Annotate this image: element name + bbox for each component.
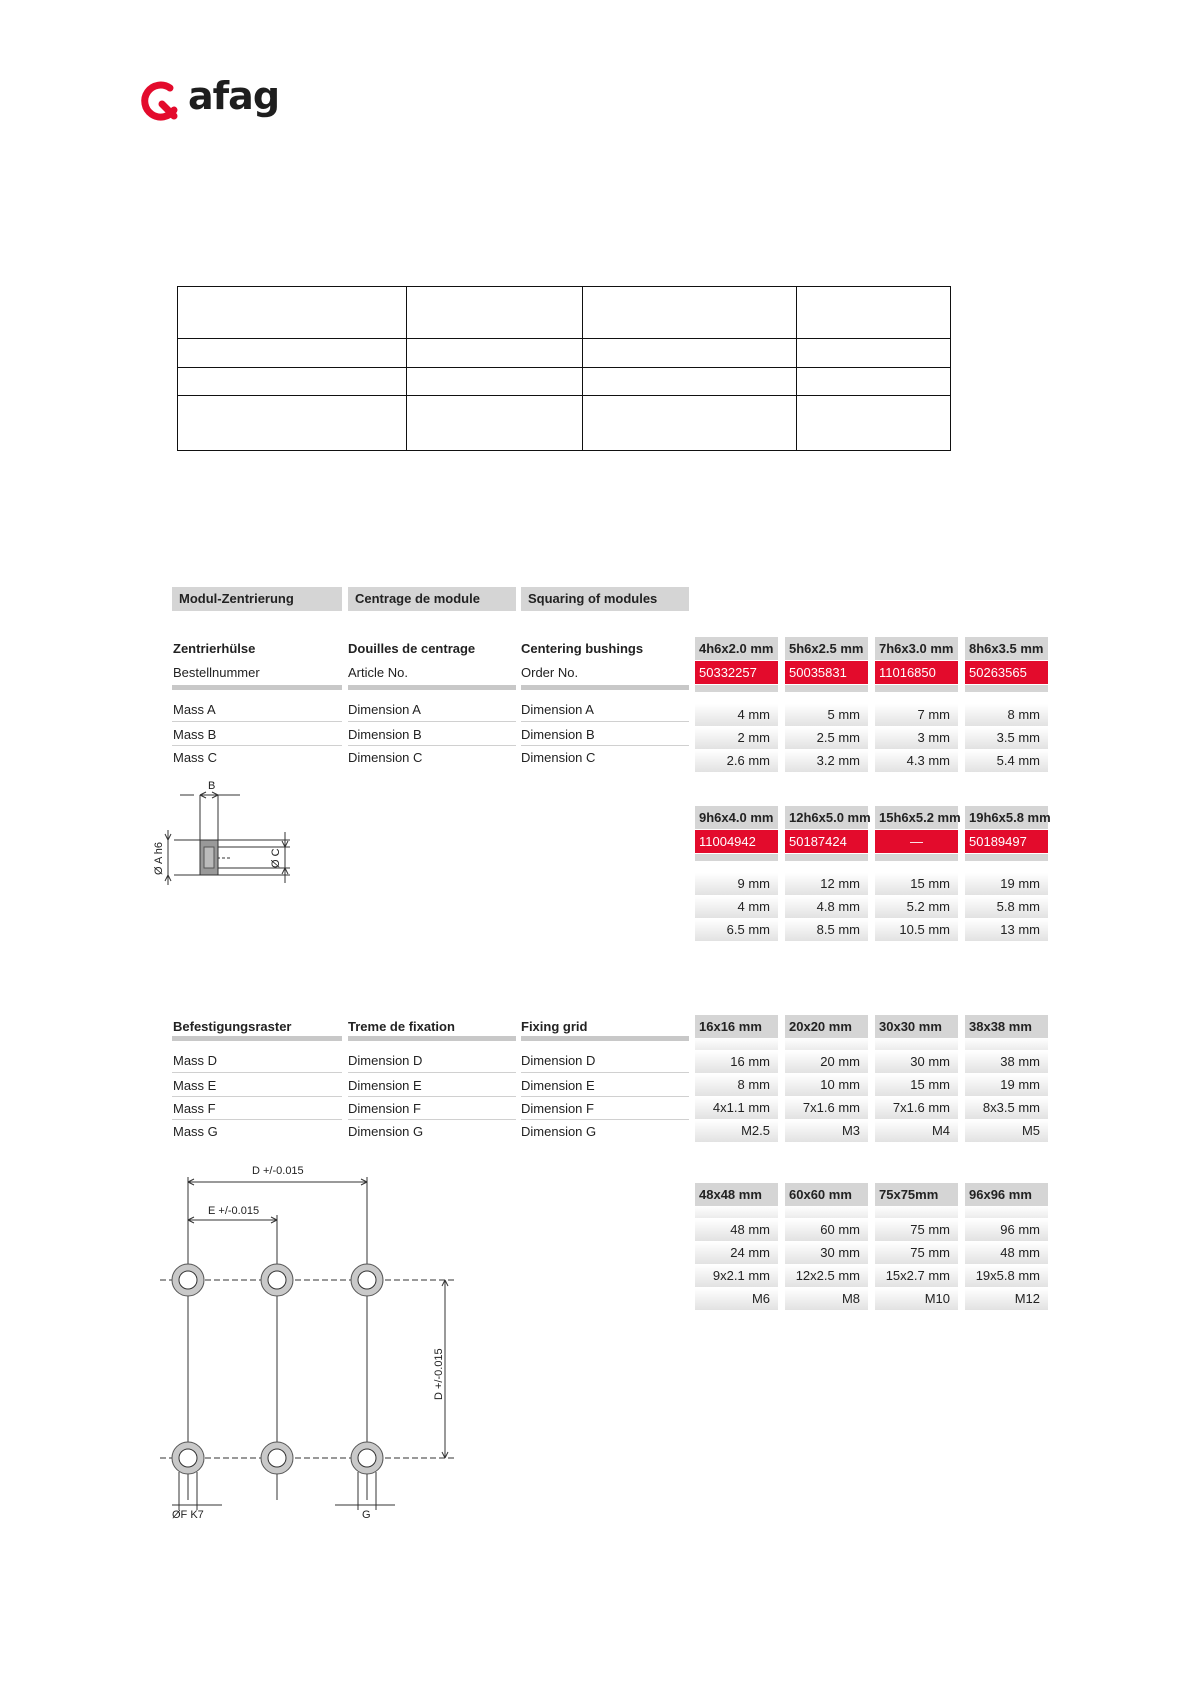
afag-logo	[140, 74, 280, 126]
dim-c-label: Ø C	[270, 848, 282, 868]
bushing-row-label: Dimension B	[348, 727, 422, 742]
value-cell: 75 mm	[875, 1219, 958, 1241]
column-spacer	[785, 685, 868, 692]
grid-row-label: Dimension D	[348, 1053, 423, 1068]
size-header: 75x75mm	[875, 1183, 958, 1206]
value-cell: 20 mm	[785, 1051, 868, 1073]
bushing-size-column	[785, 806, 871, 941]
value-cell: 30 mm	[785, 1242, 868, 1264]
row-rule	[172, 1096, 342, 1097]
section-header-fr: Centrage de module	[348, 587, 516, 611]
value-cell: 15 mm	[875, 873, 958, 895]
grid-size-column	[785, 1183, 868, 1310]
value-cell: 4x1.1 mm	[695, 1097, 778, 1119]
value-cell: 5.2 mm	[875, 896, 958, 918]
afag-logo-mark	[140, 80, 184, 124]
value-cell: M10	[875, 1288, 958, 1310]
order-number: 11004942	[695, 830, 778, 853]
row-rule	[172, 721, 342, 722]
bushing-row-label: Mass B	[173, 727, 217, 742]
blank-cell	[178, 339, 407, 368]
dim-e-label: E +/-0.015	[208, 1205, 260, 1217]
value-cell: M12	[965, 1288, 1048, 1310]
column-spacer	[695, 685, 778, 692]
value-cell: M4	[875, 1120, 958, 1142]
grid-size-column	[695, 1015, 778, 1142]
grid-row-label: Mass G	[173, 1124, 218, 1139]
blank-cell	[583, 396, 797, 451]
size-header: 19h6x5.8 mm	[965, 806, 1048, 829]
size-header: 30x30 mm	[875, 1015, 958, 1038]
blank-cell	[583, 368, 797, 396]
blank-cell	[407, 339, 583, 368]
value-cell: 9x2.1 mm	[695, 1265, 778, 1287]
column-spacer	[695, 1038, 778, 1050]
column-spacer	[785, 1206, 868, 1218]
bushing-drawing	[150, 775, 310, 895]
grid-size-column	[875, 1183, 958, 1310]
bushing-row-label: Mass A	[173, 702, 216, 717]
blank-cell	[583, 339, 797, 368]
column-spacer	[875, 1206, 958, 1218]
bushing-size-column	[695, 637, 778, 772]
size-header: 9h6x4.0 mm	[695, 806, 778, 829]
grid-row-label: Dimension G	[348, 1124, 424, 1139]
column-spacer	[965, 685, 1048, 692]
column-spacer	[875, 685, 958, 692]
bushing-row-label: Dimension C	[521, 750, 596, 765]
value-cell: 24 mm	[695, 1242, 778, 1264]
grid-row-label: Mass E	[173, 1078, 217, 1093]
value-cell: 6.5 mm	[695, 919, 778, 941]
column-spacer	[965, 1206, 1048, 1218]
value-cell: 4.3 mm	[875, 750, 958, 772]
bushing-size-column	[875, 806, 961, 941]
value-cell: 15 mm	[875, 1074, 958, 1096]
order-label-fr: Article No.	[348, 665, 408, 680]
column-spacer	[695, 854, 778, 861]
bushing-size-column	[785, 637, 868, 772]
grid-size-column	[965, 1015, 1048, 1142]
size-header: 8h6x3.5 mm	[965, 637, 1048, 660]
value-cell: 4.8 mm	[785, 896, 868, 918]
column-spacer	[785, 854, 868, 861]
value-cell: 19 mm	[965, 873, 1048, 895]
column-spacer	[785, 1038, 868, 1050]
value-cell: 16 mm	[695, 1051, 778, 1073]
size-header: 5h6x2.5 mm	[785, 637, 868, 660]
size-header: 48x48 mm	[695, 1183, 778, 1206]
label-rule	[521, 685, 689, 690]
value-cell: 19x5.8 mm	[965, 1265, 1048, 1287]
bushing-size-column	[875, 637, 958, 772]
grid-size-column	[875, 1015, 958, 1142]
bushing-size-column	[695, 806, 778, 941]
column-spacer	[965, 854, 1048, 861]
blank-cell	[407, 368, 583, 396]
size-header: 12h6x5.0 mm	[785, 806, 868, 829]
blank-cell	[407, 287, 583, 339]
order-number: 50332257	[695, 661, 778, 684]
value-cell: 2 mm	[695, 727, 778, 749]
value-cell: 7x1.6 mm	[785, 1097, 868, 1119]
bushings-title-de: Zentrierhülse	[173, 641, 256, 656]
row-rule	[521, 721, 689, 722]
bushing-row-label: Dimension C	[348, 750, 423, 765]
dim-f-label: ØF K7	[172, 1509, 204, 1521]
section-header-en: Squaring of modules	[521, 587, 689, 611]
value-cell: 19 mm	[965, 1074, 1048, 1096]
grid-size-column	[785, 1015, 868, 1142]
order-number: 50035831	[785, 661, 868, 684]
bushings-title-fr: Douilles de centrage	[348, 641, 476, 656]
size-header: 96x96 mm	[965, 1183, 1048, 1206]
value-cell: 60 mm	[785, 1219, 868, 1241]
value-cell: 5 mm	[785, 704, 868, 726]
value-cell: M3	[785, 1120, 868, 1142]
grid-title-en: Fixing grid	[521, 1019, 588, 1034]
value-cell: 15x2.7 mm	[875, 1265, 958, 1287]
order-number: 50189497	[965, 830, 1048, 853]
bushing-size-column	[965, 806, 1051, 941]
blank-cell	[583, 287, 797, 339]
value-cell: 96 mm	[965, 1219, 1048, 1241]
grid-size-column	[695, 1183, 778, 1310]
size-header: 15h6x5.2 mm	[875, 806, 958, 829]
row-rule	[172, 1072, 342, 1073]
value-cell: M5	[965, 1120, 1048, 1142]
blank-form-table	[177, 286, 951, 451]
grid-title-fr: Treme de fixation	[348, 1019, 455, 1034]
value-cell: 7 mm	[875, 704, 958, 726]
value-cell: M6	[695, 1288, 778, 1310]
label-rule	[172, 685, 342, 690]
column-spacer	[965, 1038, 1048, 1050]
row-rule	[348, 721, 516, 722]
row-rule	[521, 1096, 689, 1097]
value-cell: 3 mm	[875, 727, 958, 749]
value-cell: 7x1.6 mm	[875, 1097, 958, 1119]
blank-cell	[178, 396, 407, 451]
grid-row-label: Dimension E	[521, 1078, 595, 1093]
bushing-row-label: Dimension B	[521, 727, 595, 742]
row-rule	[348, 1072, 516, 1073]
blank-cell	[797, 396, 951, 451]
fixing-grid-drawing	[150, 1160, 470, 1530]
order-number: —	[875, 830, 958, 853]
dim-d-horizontal-label: D +/-0.015	[252, 1165, 304, 1177]
size-header: 7h6x3.0 mm	[875, 637, 958, 660]
blank-cell	[797, 368, 951, 396]
column-spacer	[695, 1206, 778, 1218]
value-cell: 10.5 mm	[875, 919, 958, 941]
dim-a-label: Ø A h6	[153, 841, 165, 875]
value-cell: 8.5 mm	[785, 919, 868, 941]
value-cell: 3.5 mm	[965, 727, 1048, 749]
size-header: 16x16 mm	[695, 1015, 778, 1038]
bushing-row-label: Mass C	[173, 750, 218, 765]
afag-logo-text: afag	[188, 74, 280, 118]
row-rule	[521, 745, 689, 746]
value-cell: 75 mm	[875, 1242, 958, 1264]
row-rule	[348, 1096, 516, 1097]
size-header: 60x60 mm	[785, 1183, 868, 1206]
size-header: 20x20 mm	[785, 1015, 868, 1038]
column-spacer	[875, 1038, 958, 1050]
dim-g-label: G	[362, 1509, 371, 1521]
blank-cell	[797, 339, 951, 368]
grid-title-de: Befestigungsraster	[173, 1019, 292, 1034]
value-cell: 8 mm	[965, 704, 1048, 726]
order-number: 50187424	[785, 830, 868, 853]
bushing-row-label: Dimension A	[348, 702, 421, 717]
column-spacer	[875, 854, 958, 861]
section-header-de: Modul-Zentrierung	[172, 587, 342, 611]
row-rule	[172, 1119, 342, 1120]
value-cell: M2.5	[695, 1120, 778, 1142]
value-cell: 8x3.5 mm	[965, 1097, 1048, 1119]
value-cell: 30 mm	[875, 1051, 958, 1073]
dim-b-label: B	[208, 780, 216, 792]
value-cell: 2.5 mm	[785, 727, 868, 749]
dim-d-vertical-label: D +/-0.015	[433, 1348, 445, 1400]
row-rule	[348, 1119, 516, 1120]
grid-row-label: Mass D	[173, 1053, 218, 1068]
order-number: 50263565	[965, 661, 1048, 684]
value-cell: 38 mm	[965, 1051, 1048, 1073]
value-cell: 2.6 mm	[695, 750, 778, 772]
value-cell: 8 mm	[695, 1074, 778, 1096]
label-rule	[348, 685, 516, 690]
value-cell: 4 mm	[695, 896, 778, 918]
value-cell: 12x2.5 mm	[785, 1265, 868, 1287]
value-cell: 48 mm	[965, 1242, 1048, 1264]
value-cell: 10 mm	[785, 1074, 868, 1096]
order-label-de: Bestellnummer	[173, 665, 260, 680]
row-rule	[521, 1072, 689, 1073]
row-rule	[172, 745, 342, 746]
row-rule	[348, 745, 516, 746]
grid-row-label: Dimension F	[521, 1101, 594, 1116]
label-rule	[172, 1036, 342, 1041]
value-cell: M8	[785, 1288, 868, 1310]
bushings-title-en: Centering bushings	[521, 641, 644, 656]
size-header: 4h6x2.0 mm	[695, 637, 778, 660]
grid-row-label: Mass F	[173, 1101, 216, 1116]
order-number: 11016850	[875, 661, 958, 684]
bushing-size-column	[965, 637, 1048, 772]
blank-cell	[407, 396, 583, 451]
value-cell: 3.2 mm	[785, 750, 868, 772]
size-header: 38x38 mm	[965, 1015, 1048, 1038]
label-rule	[348, 1036, 516, 1041]
grid-row-label: Dimension E	[348, 1078, 422, 1093]
value-cell: 12 mm	[785, 873, 868, 895]
order-label-en: Order No.	[521, 665, 579, 680]
grid-size-column	[965, 1183, 1048, 1310]
value-cell: 5.4 mm	[965, 750, 1048, 772]
row-rule	[521, 1119, 689, 1120]
grid-row-label: Dimension D	[521, 1053, 596, 1068]
blank-cell	[178, 368, 407, 396]
value-cell: 48 mm	[695, 1219, 778, 1241]
grid-row-label: Dimension F	[348, 1101, 421, 1116]
value-cell: 9 mm	[695, 873, 778, 895]
blank-cell	[797, 287, 951, 339]
label-rule	[521, 1036, 689, 1041]
value-cell: 13 mm	[965, 919, 1048, 941]
blank-cell	[178, 287, 407, 339]
grid-row-label: Dimension G	[521, 1124, 597, 1139]
value-cell: 4 mm	[695, 704, 778, 726]
value-cell: 5.8 mm	[965, 896, 1048, 918]
bushing-row-label: Dimension A	[521, 702, 594, 717]
